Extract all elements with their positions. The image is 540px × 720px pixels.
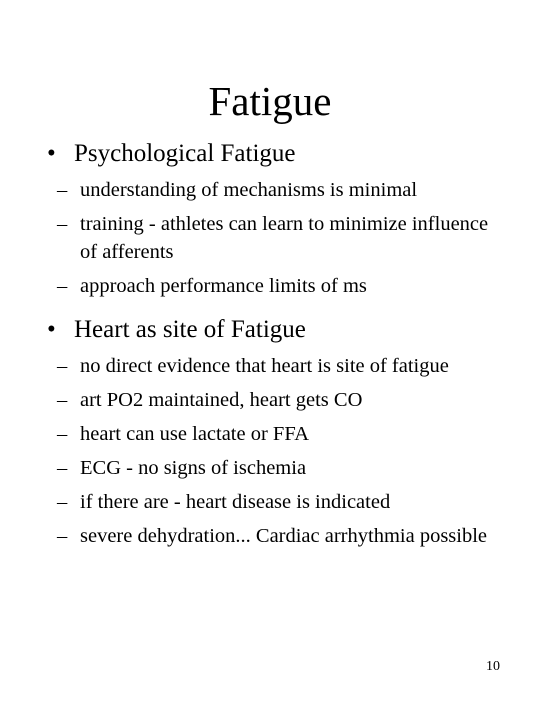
sub-item-text: ECG - no signs of ischemia	[80, 457, 307, 479]
bullet-marker: •	[47, 316, 56, 343]
sub-item-text: approach performance limits of ms	[80, 275, 367, 297]
bullet-group-psychological-fatigue	[47, 138, 507, 300]
sub-item	[47, 176, 507, 204]
bullet-psychological-fatigue	[47, 138, 507, 170]
sub-item	[47, 386, 507, 414]
sub-item-text: art PO2 maintained, heart gets CO	[80, 389, 363, 411]
dash-marker: –	[57, 423, 68, 445]
slide-title: Fatigue	[208, 78, 332, 124]
bullet-heading: Psychological Fatigue	[74, 140, 296, 167]
bullet-heading: Heart as site of Fatigue	[74, 316, 306, 343]
dash-marker: –	[57, 179, 68, 201]
sub-item	[47, 210, 507, 266]
dash-marker: –	[57, 275, 68, 297]
sub-item	[47, 352, 507, 380]
dash-marker: –	[57, 491, 68, 513]
sub-item-text: no direct evidence that heart is site of fatigue	[80, 355, 449, 377]
sub-item-text: understanding of mechanisms is minimal	[80, 179, 418, 201]
sub-item	[47, 272, 507, 300]
sub-item-text: heart can use lactate or FFA	[80, 423, 310, 445]
page-number: 10	[486, 659, 500, 674]
dash-marker: –	[57, 213, 68, 235]
sub-item-text: severe dehydration... Cardiac arrhythmia possible	[80, 525, 488, 547]
dash-marker: –	[57, 389, 68, 411]
dash-marker: –	[57, 355, 68, 377]
sub-item	[47, 488, 507, 516]
sub-item-text: training - athletes can learn to minimize influence of afferents	[80, 213, 489, 263]
bullet-marker: •	[47, 140, 56, 167]
dash-marker: –	[57, 525, 68, 547]
bullet-heart-as-site-of-fatigue	[47, 314, 507, 346]
sub-list	[47, 352, 507, 550]
sub-item	[47, 522, 507, 550]
sub-item-text: if there are - heart disease is indicated	[80, 491, 391, 513]
dash-marker: –	[57, 457, 68, 479]
sub-item	[47, 454, 507, 482]
sub-list	[47, 176, 507, 300]
bullet-group-heart-fatigue	[47, 314, 507, 550]
sub-item	[47, 420, 507, 448]
slide-content	[47, 138, 507, 556]
